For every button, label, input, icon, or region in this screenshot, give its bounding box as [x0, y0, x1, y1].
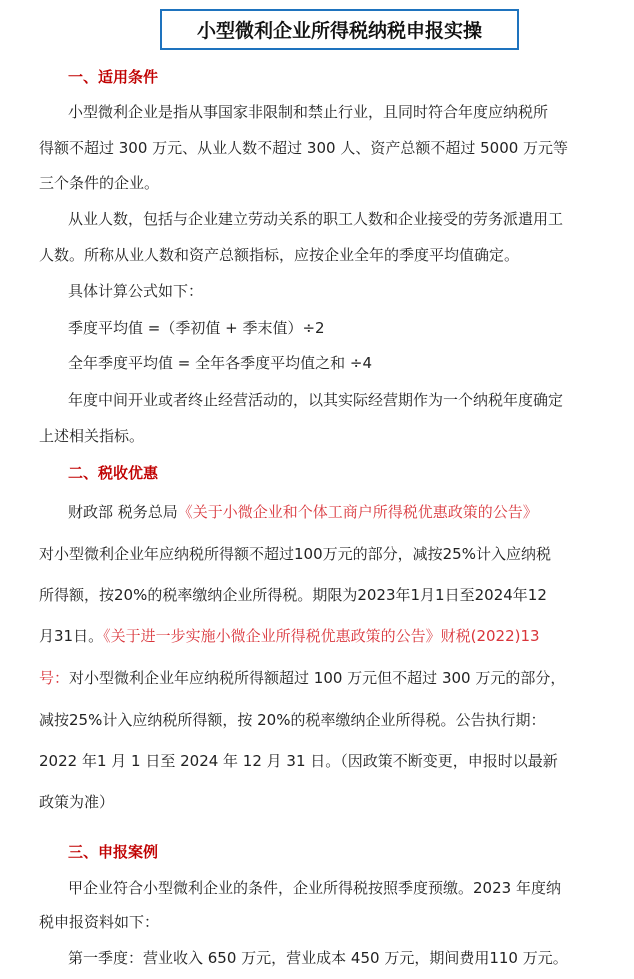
paragraph-line: 对小型微利企业年应纳税所得额不超过100万元的部分，减按25%计入应纳税 [39, 545, 551, 563]
policy-text: 对小型微利企业年应纳税所得额超过 100 万元但不超过 300 万元的部分， [69, 669, 566, 687]
section-heading-3: 三、申报案例 [68, 843, 159, 861]
formula-line: 全年季度平均值 = 全年各季度平均值之和 ÷4 [68, 354, 372, 372]
paragraph-line [39, 667, 565, 688]
paragraph-line: 第一季度：营业收入 650 万元，营业成本 450 万元，期间费用110 万元。 [68, 949, 568, 967]
paragraph-line: 具体计算公式如下： [68, 282, 204, 300]
paragraph-line: 得额不超过 300 万元、从业人数不超过 300 人、资产总额不超过 5000 万元等 [39, 139, 569, 157]
paragraph-line: 小型微利企业是指从事国家非限制和禁止行业，且同时符合年度应纳税所 [68, 103, 549, 121]
paragraph-line [68, 501, 538, 522]
paragraph-line: 人数。所称从业人数和资产总额指标，应按企业全年的季度平均值确定。 [39, 246, 520, 264]
paragraph-line: 三个条件的企业。 [39, 174, 160, 192]
paragraph-line: 年度中间开业或者终止经营活动的，以其实际经营期作为一个纳税年度确定 [68, 391, 564, 409]
paragraph-line: 从业人数，包括与企业建立劳动关系的职工人数和企业接受的劳务派遣用工 [68, 210, 564, 228]
paragraph-line: 税申报资料如下： [39, 913, 160, 931]
policy-title: 《关于进一步实施小微企业所得税优惠政策的公告》财税(2022)13 [103, 627, 540, 645]
date-text: 月31日。 [39, 627, 104, 645]
policy-number: 号： [39, 669, 70, 687]
paragraph-line: 政策为准） [39, 793, 115, 811]
paragraph-line: 所得额，按20%的税率缴纳企业所得税。期限为2023年1月1日至2024年12 [39, 586, 547, 604]
paragraph-line: 上述相关指标。 [39, 427, 145, 445]
paragraph-line: 甲企业符合小型微利企业的条件，企业所得税按照季度预缴。2023 年度纳 [68, 879, 561, 897]
paragraph-line: 减按25%计入应纳税所得额，按 20%的税率缴纳企业所得税。公告执行期： [39, 711, 546, 729]
formula-line: 季度平均值 =（季初值 + 季末值）÷2 [68, 319, 325, 337]
section-heading-2: 二、税收优惠 [68, 464, 159, 482]
issuer-text: 财政部 税务总局 [68, 503, 178, 521]
page-title: 小型微利企业所得税纳税申报实操 [160, 9, 519, 50]
section-heading-1: 一、适用条件 [68, 68, 159, 86]
paragraph-line: 2022 年1 月 1 日至 2024 年 12 月 31 日。（因政策不断变更，申报时以最新 [39, 752, 558, 770]
paragraph-line [39, 625, 540, 646]
policy-title: 《关于小微企业和个体工商户所得税优惠政策的公告》 [177, 503, 538, 521]
